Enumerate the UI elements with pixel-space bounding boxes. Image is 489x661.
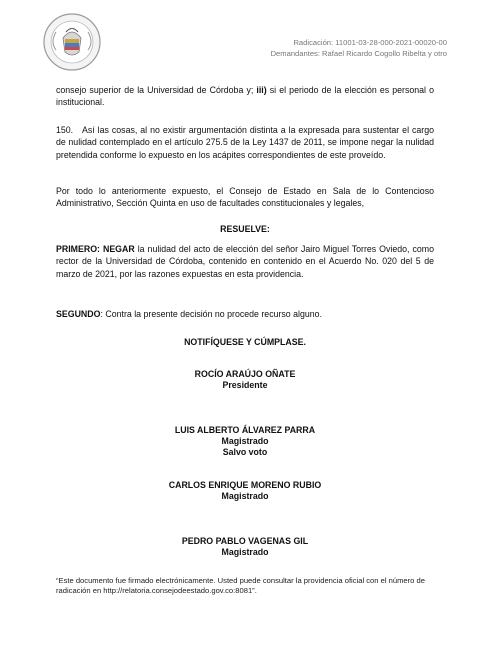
paragraph-1-part-a: consejo superior de la Universidad de Córdoba y; bbox=[56, 85, 257, 95]
signatory-role: Magistrado bbox=[221, 547, 269, 557]
electronic-signature-note: “Este documento fue firmado electrónicamente. Usted puede consultar la providencia oficial con el número de radicación en http://relatoria.consejodeestado.gov.co:8081”. bbox=[56, 576, 425, 595]
paragraph-150-text: Así las cosas, al no existir argumentación distinta a la expresada para sustentar el cargo de nulidad contemplado en el artículo 275.5 de la Ley 1437 de 2011, se impone negar la nulidad pretendida conforme lo expuesto en los acápites correspondientes de este proveído. bbox=[56, 125, 434, 160]
paragraph-1-part-c: si el periodo de la elección es personal o institucional. bbox=[56, 85, 434, 108]
paragraph-1 bbox=[56, 84, 434, 109]
signatory-role: Magistrado bbox=[221, 436, 269, 446]
paragraph-150 bbox=[56, 124, 434, 161]
signatory-name: CARLOS ENRIQUE MORENO RUBIO bbox=[168, 480, 322, 490]
notifiquese-heading: NOTIFÍQUESE Y CÚMPLASE. bbox=[184, 337, 306, 347]
paragraph-preamble: Por todo lo anteriormente expuesto, el Consejo de Estado en Sala de lo Contencioso Administrativo, Sección Quinta en uso de facultades constitucionales y legales, bbox=[56, 186, 434, 209]
signatory-note: Salvo voto bbox=[222, 447, 268, 457]
signatory-name: LUIS ALBERTO ÁLVAREZ PARRA bbox=[174, 425, 316, 435]
demandantes-line: Demandantes: Rafael Ricardo Cogollo Ribelta y otro bbox=[270, 48, 447, 58]
paragraph-number: 150. bbox=[56, 125, 74, 135]
case-header bbox=[127, 38, 447, 59]
segundo-label: SEGUNDO bbox=[56, 309, 101, 319]
signatory-name: ROCÍO ARAÚJO OÑATE bbox=[194, 369, 296, 379]
signatory-block bbox=[56, 369, 434, 391]
signatory-block bbox=[56, 480, 434, 502]
signatory-role: Magistrado bbox=[221, 491, 269, 501]
signatory-name: PEDRO PABLO VAGENAS GIL bbox=[181, 536, 309, 546]
segundo-resolution bbox=[56, 308, 434, 320]
signatory-role: Presidente bbox=[222, 380, 268, 390]
paragraph-1-item-marker: iii) bbox=[256, 85, 267, 95]
primero-resolution bbox=[56, 243, 434, 280]
primero-label: PRIMERO: NEGAR bbox=[56, 244, 135, 254]
coat-of-arms-seal bbox=[42, 12, 102, 72]
segundo-text: : Contra la presente decisión no procede recurso alguno. bbox=[100, 309, 323, 319]
primero-text: la nulidad del acto de elección del señor Jairo Miguel Torres Oviedo, como rector de la Universidad de Córdoba, contenido en contenido en el Acuerdo No. 020 del 5 de marzo de 2021, por las razones expuestas en esta providencia. bbox=[56, 244, 434, 279]
resuelve-heading: RESUELVE: bbox=[220, 224, 270, 234]
signatory-block bbox=[56, 536, 434, 558]
radicacion-number: Radicación: 11001-03-28-000-2021-00020-00 bbox=[293, 38, 447, 47]
signatory-block bbox=[56, 425, 434, 458]
